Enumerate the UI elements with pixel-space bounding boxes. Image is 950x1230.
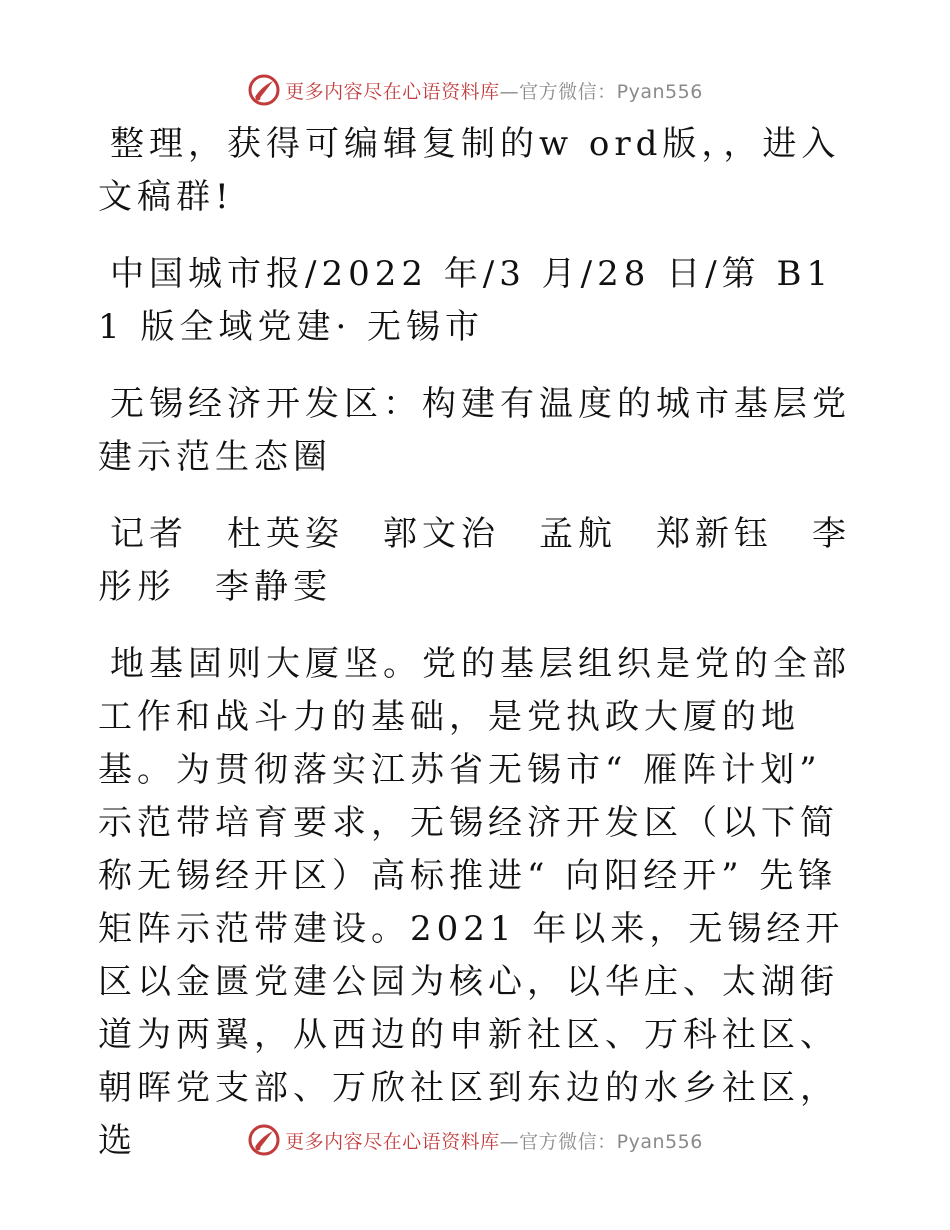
brush-logo-icon: [247, 73, 281, 107]
article-body-paragraph: 地基固则大厦坚。党的基层组织是党的全部工作和战斗力的基础，是党执政大厦的地基。为贯彻落实江苏省无锡市“ 雁阵计划” 示范带培育要求，无锡经济开发区（以下简称无锡经开区）高标推进“ 向阳经开” 先锋矩阵示范带建设。2021 年以来，无锡经开区以金匮党建公园为核心，以华庄、太湖街道为两翼，从西边的申新社区、万科社区、朝晖党支部、万欣社区到东边的水乡社区，选: [98, 644, 851, 1161]
watermark-wechat-bottom: —官方微信：Pyan556: [499, 1130, 703, 1153]
watermark-banner-top: [0, 70, 950, 110]
watermark-text-top: [285, 77, 703, 104]
article-byline: 记者 杜英姿 郭文治 孟航 郑新钰 李彤彤 李静雯: [98, 514, 851, 607]
paragraph-intro-note: 整理，获得可编辑复制的w ord版，，进入文稿群!: [98, 124, 841, 217]
article-title: 无锡经济开发区：构建有温度的城市基层党建示范生态圈: [98, 384, 851, 477]
watermark-title-top: 更多内容尽在心语资料库: [285, 80, 500, 103]
watermark-wechat-top: —官方微信：Pyan556: [499, 80, 703, 103]
watermark-title-bottom: 更多内容尽在心语资料库: [285, 1130, 500, 1153]
watermark-text-bottom: [285, 1127, 703, 1154]
document-body: [98, 118, 858, 1192]
watermark-banner-bottom: [0, 1120, 950, 1160]
brush-logo-icon: [247, 1123, 281, 1157]
paragraph-source-line: 中国城市报/2022 年/3 月/28 日/第 B11 版全域党建· 无锡市: [98, 254, 834, 347]
